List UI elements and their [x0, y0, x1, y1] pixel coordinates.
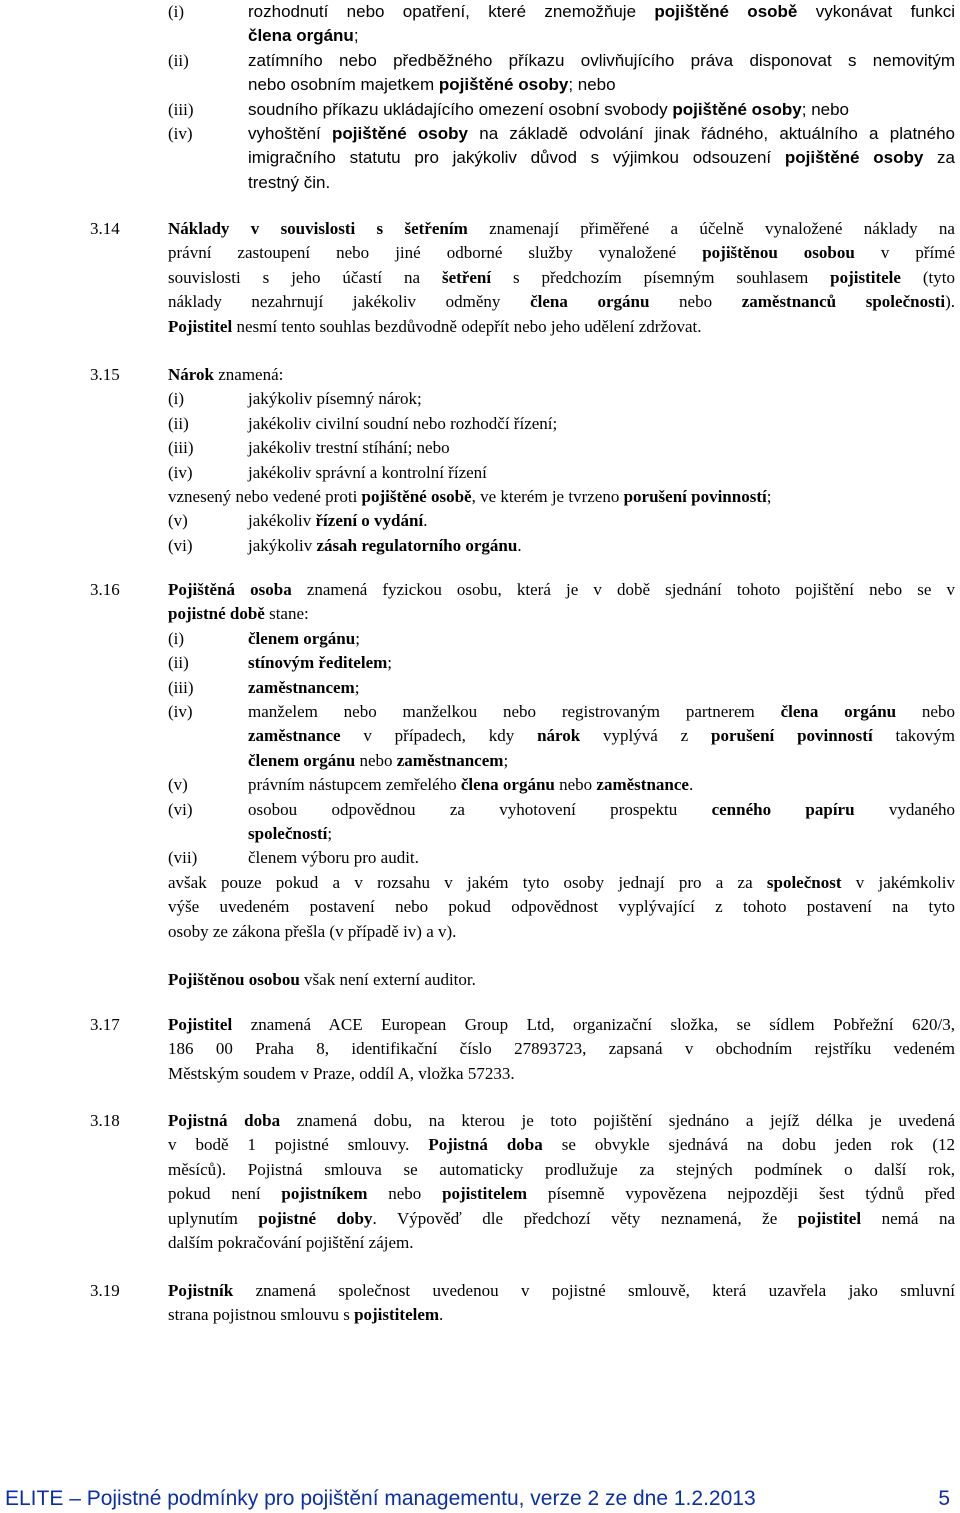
text-run: v případech, kdy	[340, 726, 538, 746]
text-run: . Výpověď dle předchozí věty neznamená, že	[372, 1208, 798, 1228]
text-run: osobou odpovědnou za vyhotovení prospektu	[248, 799, 712, 819]
bold-term: společnost	[766, 872, 842, 892]
paragraph-line	[168, 968, 476, 992]
section-number: 3.14	[90, 219, 120, 238]
text-run: měsíců). Pojistná smlouva se automaticky prodlužuje za stejných podmínek o další rok,	[168, 1159, 955, 1179]
bold-term: řízení o vydání	[315, 511, 424, 531]
paragraph-line	[168, 871, 955, 895]
bold-term: pojistníkem	[281, 1184, 368, 1204]
text-run: nebo	[649, 292, 742, 312]
bold-term: Pojištěnou osobou	[168, 970, 300, 990]
bold-term: pojištěné osoby	[438, 75, 569, 95]
list-item-line	[248, 846, 955, 870]
bold-term: Pojistitel	[168, 1015, 233, 1034]
list-item-line	[248, 24, 955, 48]
list-marker: (ii)	[168, 413, 189, 433]
list-item-line	[248, 773, 955, 797]
text-run: jakékoliv správní a kontrolní řízení	[248, 462, 487, 482]
text-run: náklady nezahrnují jakékoliv odměny	[168, 292, 531, 312]
paragraph-line	[168, 1303, 955, 1327]
paragraph-line	[168, 1037, 955, 1061]
list-item-line	[248, 73, 955, 97]
bold-term: Pojistitel	[168, 316, 233, 336]
paragraph-line	[168, 1013, 955, 1037]
bold-term: zaměstnancem	[248, 677, 355, 697]
text-run: .	[688, 775, 694, 795]
bold-term: člena orgánu	[460, 775, 555, 795]
text-run: znamená dobu, na kterou je toto pojištění sjednáno a jejíž délka je uvedená	[280, 1111, 955, 1130]
text-run: vyhoštění	[248, 124, 333, 143]
text-run: ; nebo	[568, 75, 616, 95]
paragraph-line	[168, 485, 955, 509]
bold-term: pojistitelem	[354, 1305, 440, 1325]
list-marker: (i)	[168, 2, 185, 21]
bold-term: člena orgánu	[530, 292, 650, 312]
text-run: manželem nebo manželkou nebo registrovaným partnerem	[248, 702, 781, 721]
bold-term: Pojistná doba	[428, 1135, 543, 1155]
text-run: imigračního statutu pro jakýkoliv důvod s výjimkou odsouzení	[248, 148, 785, 168]
bold-term: člena orgánu	[780, 702, 897, 721]
text-run: nebo osobním majetkem	[248, 75, 439, 95]
paragraph-line	[168, 315, 955, 339]
text-run: ;	[354, 677, 360, 697]
text-run: takovým	[872, 726, 955, 746]
bold-term: pojistné doby	[258, 1208, 373, 1228]
paragraph-line	[168, 217, 955, 241]
list-item-line	[248, 651, 955, 675]
paragraph-line	[168, 1231, 955, 1255]
paragraph-line	[168, 1279, 955, 1303]
text-run: ;	[327, 824, 333, 843]
text-run: v jakémkoliv	[841, 872, 956, 892]
text-run: nebo	[554, 775, 597, 795]
text-run: rozhodnutí nebo opatření, které znemožňuje	[248, 2, 655, 21]
bold-term: společností	[248, 824, 328, 843]
text-run: osoby ze zákona přešla (v případě iv) a v).	[168, 921, 457, 941]
bold-term: pojištěné osoby	[784, 148, 924, 168]
list-marker: (iv)	[168, 124, 193, 143]
list-marker: (iii)	[168, 99, 194, 119]
bold-term: pojištěné osoby	[332, 124, 468, 143]
paragraph-line	[168, 1109, 955, 1133]
text-run: písemně vypovězena nejpozději šest týdnů před	[527, 1184, 956, 1204]
page-number: 5	[938, 1487, 950, 1510]
bold-term: členem orgánu	[248, 628, 356, 648]
text-run: se obvykle sjednává na dobu jeden rok (12	[542, 1135, 955, 1155]
text-run: uplynutím	[168, 1208, 259, 1228]
text-run: dalším pokračování pojištění zájem.	[168, 1233, 414, 1252]
paragraph-line	[168, 602, 955, 626]
text-run: Městským soudem v Praze, oddíl A, vložka 57233.	[168, 1063, 515, 1083]
text-run: jakýkoliv	[248, 535, 317, 555]
text-run: ; nebo	[801, 99, 850, 119]
bold-term: zaměstnance	[248, 726, 341, 746]
text-run: jakékoliv trestní stíhání; nebo	[248, 438, 450, 458]
list-item-line	[248, 171, 955, 195]
section-number: 3.16	[90, 580, 120, 599]
bold-term: stínovým ředitelem	[248, 653, 388, 673]
list-item-line	[248, 98, 955, 122]
bold-term: pojistitel	[797, 1208, 862, 1228]
list-item-line	[248, 627, 955, 651]
text-run: členem výboru pro audit.	[248, 848, 419, 868]
list-item-line	[248, 749, 955, 773]
text-run: ;	[387, 653, 393, 673]
bold-term: zaměstnancem	[396, 750, 504, 770]
text-run: soudního příkazu ukládajícího omezení osobní svobody	[248, 99, 673, 119]
paragraph-line	[168, 241, 955, 265]
paragraph-line	[168, 266, 955, 290]
bold-term: členem orgánu	[248, 750, 356, 770]
text-run: pokud není	[168, 1184, 282, 1204]
text-run: .	[423, 511, 428, 531]
text-run: ;	[766, 487, 772, 506]
list-marker: (i)	[168, 389, 185, 409]
text-run: , ve kterém je tvrzeno	[471, 487, 624, 506]
list-item-line	[248, 0, 955, 24]
bold-term: cenného papíru	[711, 799, 855, 819]
list-item-line	[248, 724, 955, 748]
text-run: 186 00 Praha 8, identifikační číslo 27893723, zapsaná v obchodním rejstříku vedeném	[168, 1039, 955, 1059]
list-item-line	[248, 412, 557, 436]
paragraph-line	[168, 1133, 955, 1157]
text-run: znamená:	[213, 365, 284, 384]
list-marker: (iv)	[168, 702, 193, 721]
text-run: nesmí tento souhlas bezdůvodně odepřít nebo jeho udělení zdržovat.	[232, 316, 702, 336]
text-run: jakýkoliv písemný nárok;	[248, 389, 422, 409]
text-run: výše uvedeném postavení nebo pokud odpovědnost vyplývající z tohoto postavení na tyto	[168, 897, 955, 917]
text-run: ;	[503, 750, 509, 770]
list-marker: (vi)	[168, 535, 193, 555]
text-run: znamená fyzickou osobu, která je v době sjednání tohoto pojištění nebo se v	[291, 580, 955, 599]
list-item-line	[248, 461, 487, 485]
bold-term: Pojistná doba	[168, 1111, 281, 1130]
list-item-line	[248, 798, 955, 822]
section-number: 3.19	[90, 1281, 120, 1300]
text-run: nebo	[355, 750, 397, 770]
list-item-line	[248, 700, 955, 724]
text-run: ;	[353, 26, 359, 46]
list-item-line	[248, 122, 955, 146]
text-run: (tyto	[900, 267, 956, 287]
bold-term: Pojistník	[168, 1281, 234, 1300]
paragraph-line	[168, 895, 955, 919]
list-marker: (iii)	[168, 677, 194, 697]
text-run: s předchozím písemným souhlasem	[491, 267, 831, 287]
text-run: znamenají přiměřené a účelně vynaložené náklady na	[467, 219, 955, 238]
text-run: právní zastoupení nebo jiné odborné služby vynaložené	[168, 243, 703, 263]
text-run: zatímního nebo předběžného příkazu ovlivňujícího práva disponovat s nemovitým	[248, 50, 955, 70]
paragraph-line	[168, 920, 955, 944]
list-item-line	[248, 436, 450, 460]
section-number: 3.18	[90, 1111, 120, 1130]
paragraph-line	[168, 290, 955, 314]
text-run: trestný čin.	[248, 172, 331, 192]
list-marker: (v)	[168, 775, 188, 795]
bold-term: pojistitelem	[442, 1184, 528, 1204]
list-marker: (ii)	[168, 653, 189, 673]
list-marker: (i)	[168, 628, 185, 648]
bold-term: zásah regulatorního orgánu	[316, 535, 518, 555]
text-run: souvislosti s jeho účastí na	[168, 267, 442, 287]
list-item-line	[248, 676, 955, 700]
list-item-line	[248, 49, 955, 73]
text-run: nemá na	[861, 1208, 955, 1228]
text-run: .	[517, 535, 522, 555]
text-run: jakékoliv	[248, 511, 316, 531]
list-item-line	[248, 822, 955, 846]
list-marker: (v)	[168, 511, 188, 531]
bold-term: šetření	[441, 267, 492, 287]
text-run: avšak pouze pokud a v rozsahu v jakém tyto osoby jednají pro a za	[168, 872, 767, 892]
bold-term: pojistné době	[168, 604, 265, 624]
text-run: vydaného	[854, 799, 956, 819]
bold-term: pojištěné osobě	[654, 2, 798, 21]
text-run: znamená ACE European Group Ltd, organizační složka, se sídlem Pobřežní 620/3,	[232, 1015, 955, 1034]
bold-term: Náklady v souvislosti s šetřením	[168, 219, 468, 238]
footer-title: ELITE – Pojistné podmínky pro pojištění managementu, verze 2 ze dne 1.2.2013	[5, 1487, 756, 1510]
list-marker: (vi)	[168, 799, 193, 819]
page-footer	[5, 1486, 950, 1512]
text-run: za	[923, 148, 955, 168]
text-run: ).	[945, 292, 956, 312]
bold-term: pojištěné osoby	[672, 99, 802, 119]
section-number: 3.15	[90, 365, 120, 384]
bold-term: Nárok	[168, 365, 214, 384]
text-run: vykonávat funkci	[797, 2, 955, 21]
paragraph-line	[168, 578, 955, 602]
list-marker: (iv)	[168, 462, 193, 482]
paragraph-line	[168, 363, 283, 387]
paragraph-line	[168, 1158, 955, 1182]
section-number: 3.17	[90, 1015, 120, 1034]
list-marker: (iii)	[168, 438, 194, 458]
list-item-line	[248, 146, 955, 170]
text-run: nebo	[367, 1184, 443, 1204]
bold-term: Pojištěná osoba	[168, 580, 292, 599]
text-run: stane:	[264, 604, 309, 624]
text-run: v bodě 1 pojistné smlouvy.	[168, 1135, 429, 1155]
list-item-line	[248, 509, 427, 533]
text-run: v přímé	[854, 243, 955, 263]
text-run: však není externí auditor.	[299, 970, 476, 990]
list-item-line	[248, 534, 522, 558]
text-run: znamená společnost uvedenou v pojistné smlouvě, která uzavřela jako smluvní	[233, 1281, 955, 1300]
bold-term: pojištěné osobě	[361, 487, 472, 506]
text-run: .	[439, 1305, 444, 1325]
list-marker: (ii)	[168, 50, 189, 70]
paragraph-line	[168, 1182, 955, 1206]
paragraph-line	[168, 1062, 955, 1086]
text-run: vyplývá z	[580, 726, 711, 746]
text-run: nebo	[896, 702, 955, 721]
text-run: strana pojistnou smlouvu s	[168, 1305, 355, 1325]
text-run: na základě odvolání jinak řádného, aktuálního a platného	[467, 124, 955, 143]
text-run: ;	[355, 628, 360, 648]
text-run: právním nástupcem zemřelého	[248, 775, 461, 795]
text-run: jakékoliv civilní soudní nebo rozhodčí řízení;	[248, 413, 558, 433]
list-marker: (vii)	[168, 848, 198, 868]
bold-term: porušení povinností	[623, 487, 767, 506]
bold-term: pojistitele	[830, 267, 901, 287]
list-item-line	[248, 387, 422, 411]
bold-term: člena orgánu	[248, 26, 354, 46]
bold-term: pojištěnou osobou	[702, 243, 855, 263]
bold-term: porušení povinností	[710, 726, 873, 746]
bold-term: zaměstnanců společnosti	[741, 292, 946, 312]
paragraph-line	[168, 1207, 955, 1231]
bold-term: nárok	[537, 726, 581, 746]
bold-term: zaměstnance	[596, 775, 689, 795]
text-run: vznesený nebo vedené proti	[168, 487, 362, 506]
